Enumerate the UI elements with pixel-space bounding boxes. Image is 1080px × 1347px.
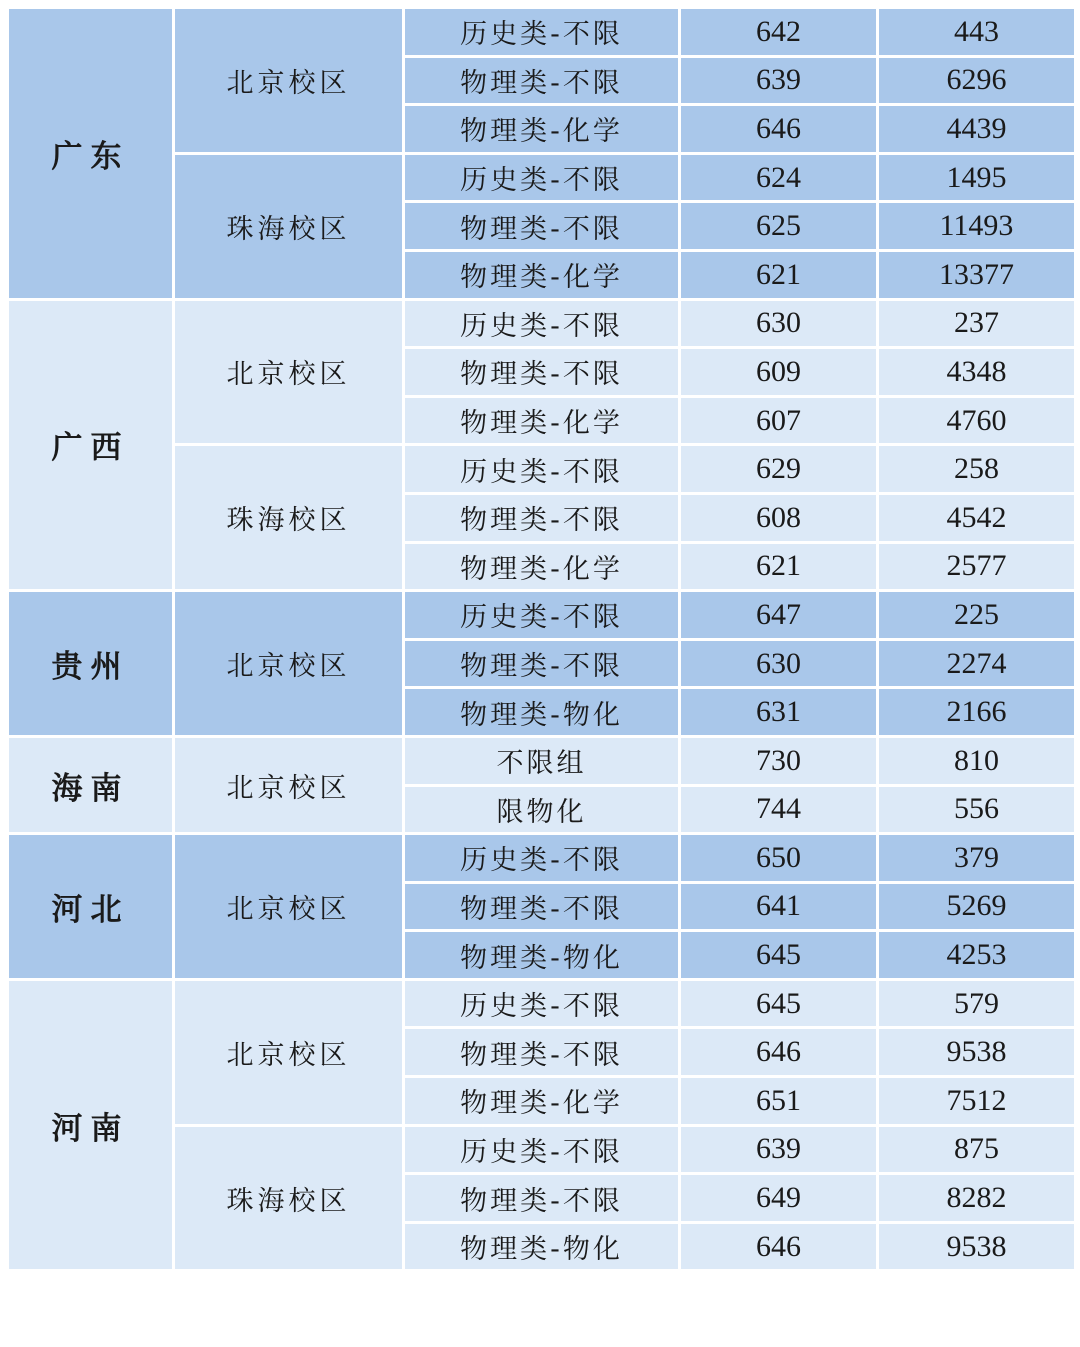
min-rank-cell: 7512 — [878, 1077, 1076, 1126]
campus-cell: 北京校区 — [174, 591, 404, 737]
subject-cell: 物理类-不限 — [404, 882, 680, 931]
min-rank-cell: 4760 — [878, 396, 1076, 445]
min-score-cell: 608 — [680, 493, 878, 542]
subject-cell: 物理类-化学 — [404, 105, 680, 154]
min-rank-cell: 2166 — [878, 688, 1076, 737]
subject-cell: 历史类-不限 — [404, 591, 680, 640]
subject-cell: 物理类-化学 — [404, 396, 680, 445]
min-score-cell: 625 — [680, 202, 878, 251]
min-rank-cell: 1495 — [878, 153, 1076, 202]
subject-cell: 历史类-不限 — [404, 979, 680, 1028]
min-score-cell: 624 — [680, 153, 878, 202]
min-rank-cell: 2274 — [878, 639, 1076, 688]
subject-cell: 历史类-不限 — [404, 1125, 680, 1174]
min-rank-cell: 8282 — [878, 1174, 1076, 1223]
min-score-cell: 639 — [680, 56, 878, 105]
min-rank-cell: 579 — [878, 979, 1076, 1028]
min-score-cell: 650 — [680, 834, 878, 883]
subject-cell: 物理类-物化 — [404, 1222, 680, 1271]
min-rank-cell: 11493 — [878, 202, 1076, 251]
min-score-cell: 645 — [680, 931, 878, 980]
min-rank-cell: 4542 — [878, 493, 1076, 542]
min-rank-cell: 237 — [878, 299, 1076, 348]
min-score-cell: 651 — [680, 1077, 878, 1126]
min-score-cell: 629 — [680, 445, 878, 494]
min-score-cell: 730 — [680, 736, 878, 785]
min-rank-cell: 810 — [878, 736, 1076, 785]
min-score-cell: 630 — [680, 639, 878, 688]
min-rank-cell: 258 — [878, 445, 1076, 494]
min-score-cell: 744 — [680, 785, 878, 834]
subject-cell: 物理类-物化 — [404, 931, 680, 980]
min-score-cell: 639 — [680, 1125, 878, 1174]
min-rank-cell: 13377 — [878, 250, 1076, 299]
province-cell: 海南 — [8, 736, 174, 833]
min-score-cell: 649 — [680, 1174, 878, 1223]
min-score-cell: 647 — [680, 591, 878, 640]
campus-cell: 北京校区 — [174, 8, 404, 154]
min-score-cell: 631 — [680, 688, 878, 737]
min-rank-cell: 9538 — [878, 1222, 1076, 1271]
subject-cell: 历史类-不限 — [404, 299, 680, 348]
min-score-cell: 641 — [680, 882, 878, 931]
min-score-cell: 646 — [680, 1222, 878, 1271]
min-rank-cell: 379 — [878, 834, 1076, 883]
min-rank-cell: 556 — [878, 785, 1076, 834]
subject-cell: 物理类-不限 — [404, 1174, 680, 1223]
subject-cell: 限物化 — [404, 785, 680, 834]
province-cell: 贵州 — [8, 591, 174, 737]
table-row — [8, 834, 1076, 883]
min-rank-cell: 5269 — [878, 882, 1076, 931]
table-row — [8, 8, 1076, 57]
subject-cell: 物理类-不限 — [404, 56, 680, 105]
min-rank-cell: 4348 — [878, 348, 1076, 397]
table-row — [8, 979, 1076, 1028]
subject-cell: 不限组 — [404, 736, 680, 785]
min-score-cell: 621 — [680, 250, 878, 299]
subject-cell: 物理类-化学 — [404, 250, 680, 299]
subject-cell: 物理类-不限 — [404, 348, 680, 397]
province-cell: 广西 — [8, 299, 174, 591]
table-body — [8, 8, 1076, 1271]
subject-cell: 物理类-不限 — [404, 639, 680, 688]
subject-cell: 物理类-化学 — [404, 1077, 680, 1126]
table-row — [8, 591, 1076, 640]
subject-cell: 物理类-化学 — [404, 542, 680, 591]
province-cell: 河北 — [8, 834, 174, 980]
campus-cell: 北京校区 — [174, 979, 404, 1125]
min-score-cell: 621 — [680, 542, 878, 591]
min-score-cell: 646 — [680, 105, 878, 154]
campus-cell: 北京校区 — [174, 736, 404, 833]
subject-cell: 物理类-物化 — [404, 688, 680, 737]
admission-score-table — [6, 6, 1077, 1272]
min-rank-cell: 4439 — [878, 105, 1076, 154]
province-cell: 河南 — [8, 979, 174, 1271]
min-rank-cell: 875 — [878, 1125, 1076, 1174]
table-row — [8, 736, 1076, 785]
min-rank-cell: 9538 — [878, 1028, 1076, 1077]
campus-cell: 北京校区 — [174, 299, 404, 445]
subject-cell: 物理类-不限 — [404, 202, 680, 251]
min-score-cell: 609 — [680, 348, 878, 397]
campus-cell: 珠海校区 — [174, 1125, 404, 1271]
min-score-cell: 642 — [680, 8, 878, 57]
subject-cell: 物理类-不限 — [404, 493, 680, 542]
min-rank-cell: 6296 — [878, 56, 1076, 105]
campus-cell: 珠海校区 — [174, 445, 404, 591]
min-score-cell: 646 — [680, 1028, 878, 1077]
province-cell: 广东 — [8, 8, 174, 300]
campus-cell: 珠海校区 — [174, 153, 404, 299]
min-score-cell: 607 — [680, 396, 878, 445]
campus-cell: 北京校区 — [174, 834, 404, 980]
min-rank-cell: 443 — [878, 8, 1076, 57]
table-row — [8, 299, 1076, 348]
min-rank-cell: 2577 — [878, 542, 1076, 591]
subject-cell: 历史类-不限 — [404, 153, 680, 202]
min-rank-cell: 225 — [878, 591, 1076, 640]
subject-cell: 历史类-不限 — [404, 8, 680, 57]
subject-cell: 物理类-不限 — [404, 1028, 680, 1077]
min-score-cell: 645 — [680, 979, 878, 1028]
min-score-cell: 630 — [680, 299, 878, 348]
min-rank-cell: 4253 — [878, 931, 1076, 980]
subject-cell: 历史类-不限 — [404, 445, 680, 494]
subject-cell: 历史类-不限 — [404, 834, 680, 883]
